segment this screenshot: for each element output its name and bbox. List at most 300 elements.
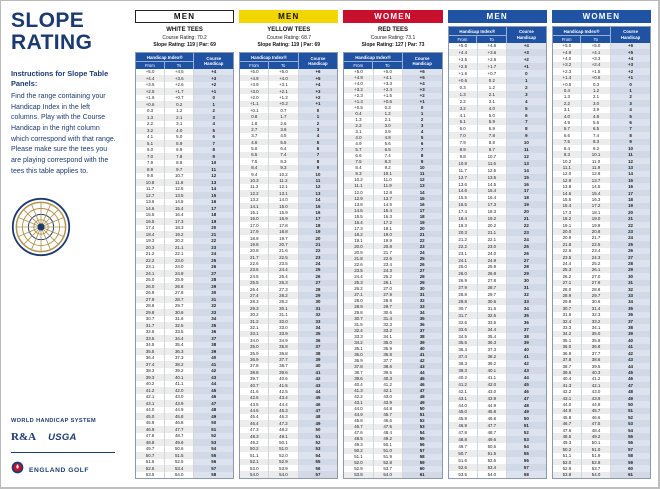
hi-from-cell: 33.3 — [344, 333, 373, 339]
course-handicap-cell: 41 — [194, 361, 233, 368]
course-handicap-cell: 3 — [507, 91, 546, 98]
hi-from-cell: 33.6 — [136, 335, 165, 342]
course-handicap-cell: 40 — [403, 345, 442, 351]
hi-from-cell: 2.2 — [136, 121, 165, 128]
hi-to-cell: 27.9 — [374, 291, 403, 297]
course-handicap-cell: 28 — [611, 260, 650, 266]
course-handicap-cell: 19 — [611, 203, 650, 209]
course-handicap-cell: 31 — [611, 280, 650, 286]
panel-gender-band: MEN — [135, 10, 234, 23]
slope-panel — [135, 10, 234, 479]
hi-to-cell: 41.1 — [478, 374, 507, 381]
hi-to-cell: 25.2 — [374, 273, 403, 279]
hi-from-cell: 45.8 — [344, 418, 373, 424]
hi-from-cell: 37.8 — [553, 356, 582, 362]
hi-to-cell: 7.8 — [165, 153, 194, 160]
course-handicap-cell: 42 — [299, 375, 338, 381]
hi-to-cell: +1.7 — [165, 88, 194, 95]
usga-logo: USGA — [48, 432, 77, 443]
table-row — [449, 215, 546, 222]
hi-to-cell: 19.9 — [582, 222, 611, 228]
hi-from-cell: 49.2 — [240, 439, 269, 445]
course-handicap-cell: 56 — [299, 465, 338, 471]
hi-from-cell: 18.2 — [344, 231, 373, 237]
hi-to-cell: 43.0 — [478, 388, 507, 395]
course-handicap-cell: 8 — [611, 132, 650, 138]
hi-to-cell: 20.2 — [478, 222, 507, 229]
table-row — [449, 243, 546, 250]
course-handicap-cell: 22 — [194, 238, 233, 245]
hi-to-cell: 49.6 — [478, 436, 507, 443]
hi-from-cell: 12.7 — [449, 174, 478, 181]
table-row — [449, 450, 546, 457]
hi-from-cell: 43.1 — [136, 400, 165, 407]
hi-from-cell: 41.2 — [136, 387, 165, 394]
hi-to-cell: +3.3 — [582, 55, 611, 61]
hi-to-cell: 46.3 — [269, 414, 298, 420]
hi-to-cell: 40.1 — [478, 367, 507, 374]
hi-to-cell: 6.5 — [582, 126, 611, 132]
course-handicap-cell: 57 — [299, 471, 338, 477]
panel-gender-band: MEN — [239, 10, 338, 23]
table-row — [553, 472, 650, 478]
hi-to-cell: +1.5 — [582, 68, 611, 74]
course-handicap-cell: 25 — [507, 243, 546, 250]
course-handicap-cell: 48 — [611, 388, 650, 394]
hi-to-cell: 46.6 — [374, 418, 403, 424]
hi-to-cell: 31.6 — [165, 316, 194, 323]
course-handicap-cell: 2 — [194, 108, 233, 115]
hi-to-cell: 19.0 — [582, 215, 611, 221]
hi-to-cell: 24.9 — [165, 270, 194, 277]
table-row — [449, 174, 546, 181]
hi-to-cell: 14.5 — [165, 199, 194, 206]
hi-from-cell: 4.1 — [136, 134, 165, 141]
hi-to-cell: +5.0 — [582, 43, 611, 49]
course-handicap-cell: 3 — [611, 100, 650, 106]
hi-to-cell: 25.9 — [165, 277, 194, 284]
course-handicap-cell: 6 — [299, 145, 338, 151]
hi-to-cell: 47.7 — [478, 422, 507, 429]
hi-from-cell: 45.9 — [136, 420, 165, 427]
hi-from-cell: 11.1 — [344, 183, 373, 189]
hi-to-cell: 39.2 — [165, 368, 194, 375]
hi-from-cell: 16.5 — [136, 218, 165, 225]
hi-to-cell: 3.9 — [582, 107, 611, 113]
hi-from-cell: 17.4 — [136, 225, 165, 232]
hi-from-cell: 38.8 — [240, 369, 269, 375]
course-handicap-cell: 51 — [507, 422, 546, 429]
course-handicap-cell: 61 — [403, 472, 442, 478]
course-handicap-cell: 9 — [507, 132, 546, 139]
course-handicap-cell: 44 — [299, 388, 338, 394]
hi-to-cell: 51.0 — [269, 446, 298, 452]
hi-from-cell: 8.4 — [240, 165, 269, 171]
hi-from-cell: 31.7 — [449, 312, 478, 319]
course-handicap-cell: 8 — [403, 153, 442, 159]
hi-from-cell: 7.9 — [449, 139, 478, 146]
hi-from-cell: 36.0 — [344, 351, 373, 357]
course-handicap-cell: 12 — [299, 184, 338, 190]
hi-from-cell: +0.5 — [553, 81, 582, 87]
course-handicap-cell: 34 — [507, 305, 546, 312]
hi-to-cell: 32.5 — [165, 322, 194, 329]
course-handicap-cell: 18 — [611, 196, 650, 202]
table-row — [449, 70, 546, 77]
hi-from-cell: 37.4 — [449, 353, 478, 360]
course-handicap-cell: 16 — [507, 181, 546, 188]
course-handicap-cell: 47 — [507, 395, 546, 402]
hi-from-cell: 24.4 — [344, 273, 373, 279]
hi-from-cell: 52.0 — [344, 460, 373, 466]
course-handicap-cell: 19 — [507, 201, 546, 208]
hi-from-cell: 37.8 — [240, 363, 269, 369]
table-row — [449, 429, 546, 436]
hi-from-cell: 45.4 — [240, 414, 269, 420]
hi-from-cell: +1.4 — [344, 99, 373, 105]
course-handicap-cell: 26 — [299, 273, 338, 279]
course-handicap-cell: 4 — [611, 107, 650, 113]
hi-from-cell: 34.2 — [553, 331, 582, 337]
course-handicap-cell: 36 — [507, 319, 546, 326]
course-handicap-cell: 38 — [299, 350, 338, 356]
hi-to-cell: 35.4 — [165, 342, 194, 349]
hi-to-cell: 27.3 — [269, 286, 298, 292]
hi-from-cell: 29.8 — [136, 309, 165, 316]
course-handicap-cell: 42 — [403, 357, 442, 363]
hi-to-cell: 15.4 — [165, 205, 194, 212]
hi-to-cell: 42.1 — [582, 382, 611, 388]
course-handicap-cell: 57 — [611, 446, 650, 452]
course-handicap-cell: 9 — [403, 159, 442, 165]
course-handicap-cell: +2 — [403, 93, 442, 99]
course-handicap-cell: 29 — [611, 267, 650, 273]
hi-to-cell: 21.7 — [582, 235, 611, 241]
hi-from-cell: 47.6 — [553, 427, 582, 433]
hi-from-cell: 48.5 — [344, 436, 373, 442]
hi-to-cell: 48.4 — [374, 430, 403, 436]
hi-from-cell: 18.4 — [449, 215, 478, 222]
course-handicap-cell: 41 — [403, 351, 442, 357]
hi-to-cell: 51.0 — [374, 448, 403, 454]
course-handicap-cell: +6 — [299, 69, 338, 75]
hi-from-cell: 49.3 — [344, 442, 373, 448]
course-handicap-cell: 50 — [403, 406, 442, 412]
hi-to-cell: 15.4 — [478, 188, 507, 195]
hi-to-cell: 44.8 — [374, 406, 403, 412]
hi-to-cell: 6.9 — [478, 125, 507, 132]
hi-to-cell: 5.0 — [165, 134, 194, 141]
hi-from-cell: 40.4 — [553, 376, 582, 382]
course-handicap-cell: 28 — [403, 273, 442, 279]
table-row — [449, 153, 546, 160]
course-handicap-cell: 42 — [507, 360, 546, 367]
course-handicap-cell: 5 — [299, 139, 338, 145]
hi-from-cell: +3.2 — [553, 62, 582, 68]
course-handicap-cell: 38 — [403, 333, 442, 339]
hi-from-cell: 44.0 — [449, 402, 478, 409]
hi-from-cell: 47.8 — [449, 429, 478, 436]
hi-to-cell: 22.5 — [582, 241, 611, 247]
hi-to-cell: 49.2 — [582, 433, 611, 439]
hi-from-cell: 26.9 — [136, 290, 165, 297]
hi-to-cell: 45.8 — [478, 409, 507, 416]
hi-from-cell: 10.8 — [449, 160, 478, 167]
hi-to-cell: 45.7 — [582, 408, 611, 414]
hi-to-cell: +4.0 — [269, 75, 298, 81]
course-handicap-cell: 23 — [194, 244, 233, 251]
hi-to-cell: +3.3 — [374, 81, 403, 87]
hi-to-cell: 13.1 — [269, 190, 298, 196]
hi-to-cell: 4.0 — [165, 127, 194, 134]
course-handicap-cell: 26 — [403, 261, 442, 267]
hi-from-cell: 52.0 — [553, 459, 582, 465]
table-row — [449, 326, 546, 333]
hi-from-cell: 20.9 — [553, 235, 582, 241]
hi-from-cell: 51.6 — [449, 457, 478, 464]
course-handicap-cell: 3 — [299, 126, 338, 132]
course-handicap-cell: 47 — [194, 400, 233, 407]
hi-from-cell: 43.5 — [240, 401, 269, 407]
hi-to-cell: 43.0 — [582, 388, 611, 394]
hi-from-cell: 44.9 — [553, 408, 582, 414]
hi-from-cell: 11.7 — [449, 167, 478, 174]
course-handicap-cell: 25 — [403, 255, 442, 261]
hi-to-cell: 50.1 — [582, 440, 611, 446]
hi-from-cell: +5.0 — [449, 43, 478, 50]
course-handicap-cell: 29 — [507, 270, 546, 277]
course-handicap-cell: 19 — [299, 228, 338, 234]
course-handicap-cell: 26 — [611, 248, 650, 254]
hi-from-cell: 12.9 — [344, 195, 373, 201]
course-handicap-cell: 57 — [194, 465, 233, 472]
hi-to-cell: 54.0 — [374, 472, 403, 478]
hi-to-cell: 36.8 — [582, 344, 611, 350]
hi-to-cell: 50.6 — [165, 446, 194, 453]
course-handicap-cell: 51 — [194, 426, 233, 433]
hi-from-cell: 32.6 — [449, 319, 478, 326]
hi-from-cell: 27.1 — [553, 280, 582, 286]
hi-to-cell: 21.7 — [374, 249, 403, 255]
course-handicap-cell: 27 — [194, 270, 233, 277]
course-handicap-cell: +4 — [403, 81, 442, 87]
course-handicap-cell: 53 — [194, 439, 233, 446]
hi-to-cell: 45.3 — [269, 407, 298, 413]
course-handicap-cell: 33 — [194, 309, 233, 316]
from-header: From — [240, 62, 269, 69]
course-handicap-header: Course Handicap — [620, 29, 641, 40]
hi-to-cell: 35.9 — [582, 337, 611, 343]
to-header: To — [280, 62, 286, 68]
course-handicap-cell: 10 — [299, 171, 338, 177]
hi-to-cell: 51.9 — [374, 454, 403, 460]
course-handicap-cell: 49 — [507, 409, 546, 416]
course-handicap-cell: 52 — [299, 439, 338, 445]
course-handicap-cell: 5 — [507, 105, 546, 112]
hi-from-cell: 45.0 — [136, 413, 165, 420]
hi-from-cell: 36.4 — [136, 355, 165, 362]
course-handicap-cell: 52 — [194, 433, 233, 440]
hi-from-cell: 28.8 — [136, 303, 165, 310]
hi-to-cell: 36.8 — [269, 350, 298, 356]
course-handicap-cell: 30 — [403, 285, 442, 291]
hi-from-cell: 53.0 — [240, 465, 269, 471]
course-handicap-cell: 59 — [611, 459, 650, 465]
course-handicap-cell: 14 — [403, 189, 442, 195]
table-row — [449, 43, 546, 50]
course-handicap-cell: 44 — [507, 374, 546, 381]
hi-from-cell: 53.5 — [136, 472, 165, 479]
panel-tee-name: YELLOW TEES — [267, 27, 311, 33]
hi-to-cell: 6.9 — [165, 147, 194, 154]
hi-from-cell: 16.5 — [449, 201, 478, 208]
course-handicap-cell: 36 — [611, 312, 650, 318]
hi-to-cell: 38.6 — [374, 363, 403, 369]
hi-from-cell: 25.0 — [449, 264, 478, 271]
hi-to-cell: 9.7 — [478, 146, 507, 153]
hi-to-cell: 2.1 — [374, 117, 403, 123]
hi-from-cell: 34.5 — [449, 333, 478, 340]
hi-from-cell: 15.5 — [136, 212, 165, 219]
hi-from-cell: +0.6 — [449, 77, 478, 84]
hi-from-cell: 9.3 — [344, 171, 373, 177]
hi-from-cell: +5.0 — [136, 69, 165, 76]
hi-from-cell: 25.3 — [553, 267, 582, 273]
hi-to-cell: 38.2 — [165, 361, 194, 368]
course-handicap-cell: 32 — [611, 286, 650, 292]
hi-to-cell: +5.0 — [374, 69, 403, 75]
table-row — [449, 443, 546, 450]
to-header: To — [489, 36, 494, 42]
hi-from-cell: 6.0 — [449, 125, 478, 132]
course-handicap-cell: +3 — [403, 87, 442, 93]
hi-to-cell: 0.2 — [478, 77, 507, 84]
hi-from-cell: 28.0 — [553, 286, 582, 292]
hi-from-cell: 24.4 — [553, 260, 582, 266]
table-row — [449, 402, 546, 409]
hi-from-cell: 9.4 — [240, 171, 269, 177]
table-row — [449, 471, 546, 478]
hi-to-cell: 14.0 — [269, 197, 298, 203]
table-row — [449, 436, 546, 443]
course-handicap-cell: 24 — [403, 249, 442, 255]
panel-table-body — [449, 43, 546, 479]
hi-from-cell: 17.4 — [449, 208, 478, 215]
course-handicap-header: Course Handicap — [204, 55, 224, 66]
hi-from-cell: 30.7 — [449, 305, 478, 312]
handicap-index-header: Handicap Index® — [553, 27, 610, 36]
course-handicap-cell: 52 — [403, 418, 442, 424]
course-handicap-cell: 11 — [611, 151, 650, 157]
hi-to-cell: 38.2 — [478, 353, 507, 360]
hi-from-cell: 16.4 — [344, 219, 373, 225]
hi-to-cell: 16.3 — [374, 213, 403, 219]
hi-from-cell: 50.2 — [240, 446, 269, 452]
course-handicap-cell: 53 — [507, 436, 546, 443]
course-handicap-cell: 44 — [403, 369, 442, 375]
course-handicap-cell: 46 — [611, 376, 650, 382]
hi-from-cell: 22.6 — [344, 261, 373, 267]
hi-from-cell: 25.0 — [136, 277, 165, 284]
table-row — [449, 118, 546, 125]
hi-to-cell: 29.2 — [269, 299, 298, 305]
hi-to-cell: +4.1 — [582, 49, 611, 55]
hi-to-cell: 16.4 — [165, 212, 194, 219]
hi-to-cell: 13.5 — [165, 192, 194, 199]
table-row — [449, 132, 546, 139]
hi-from-cell: 32.4 — [553, 318, 582, 324]
course-handicap-cell: 60 — [611, 465, 650, 471]
hi-to-cell: 53.4 — [165, 465, 194, 472]
course-handicap-cell: 56 — [507, 457, 546, 464]
hi-from-cell: 26.0 — [136, 283, 165, 290]
hi-to-cell: 15.4 — [582, 190, 611, 196]
course-handicap-cell: 37 — [299, 343, 338, 349]
course-handicap-cell: 46 — [194, 394, 233, 401]
course-handicap-cell: 56 — [611, 440, 650, 446]
hi-to-cell: 52.8 — [374, 460, 403, 466]
hi-to-cell: 54.0 — [165, 472, 194, 479]
hi-from-cell: 10.8 — [136, 179, 165, 186]
course-handicap-cell: +6 — [611, 43, 650, 49]
hi-from-cell: 5.1 — [449, 118, 478, 125]
hi-from-cell: 31.5 — [553, 312, 582, 318]
hi-to-cell: 7.4 — [374, 153, 403, 159]
course-handicap-cell: 25 — [299, 267, 338, 273]
hi-from-cell: 15.5 — [449, 194, 478, 201]
hi-from-cell: 6.6 — [553, 132, 582, 138]
course-handicap-cell: 30 — [194, 290, 233, 297]
course-handicap-cell: 29 — [299, 292, 338, 298]
course-handicap-cell: +5 — [403, 75, 442, 81]
hi-from-cell: 17.0 — [240, 222, 269, 228]
hi-to-cell: 36.3 — [165, 348, 194, 355]
hi-from-cell: 25.5 — [240, 280, 269, 286]
hi-from-cell: 22.2 — [449, 243, 478, 250]
table-row — [136, 472, 233, 479]
course-handicap-cell: +4 — [194, 69, 233, 76]
slope-panel — [552, 10, 651, 479]
course-handicap-cell: 1 — [507, 77, 546, 84]
hi-to-cell: 10.7 — [478, 153, 507, 160]
hi-from-cell: +1.6 — [449, 70, 478, 77]
hi-from-cell: 26.9 — [449, 277, 478, 284]
hi-from-cell: 22.2 — [136, 257, 165, 264]
course-handicap-cell: 18 — [403, 213, 442, 219]
table-row — [449, 236, 546, 243]
hi-from-cell: +4.9 — [240, 75, 269, 81]
course-handicap-cell: +4 — [611, 55, 650, 61]
hi-from-cell: 35.5 — [449, 339, 478, 346]
panel-tee-name: RED TEES — [378, 27, 409, 33]
hi-from-cell: 28.3 — [240, 299, 269, 305]
course-handicap-cell: 10 — [194, 160, 233, 167]
course-handicap-cell: 7 — [611, 126, 650, 132]
course-handicap-cell: 3 — [403, 123, 442, 129]
course-handicap-cell: +1 — [194, 88, 233, 95]
hi-from-cell: +0.5 — [344, 105, 373, 111]
course-handicap-cell: 4 — [403, 129, 442, 135]
hi-from-cell: 40.4 — [344, 382, 373, 388]
hi-to-cell: 33.5 — [478, 319, 507, 326]
slope-table-header — [136, 53, 233, 69]
slope-panel — [448, 10, 547, 479]
hi-from-cell: 2.2 — [553, 100, 582, 106]
slope-table — [552, 26, 651, 479]
hi-from-cell: 7.9 — [136, 160, 165, 167]
hi-to-cell: 40.1 — [165, 374, 194, 381]
hi-from-cell: 12.9 — [553, 177, 582, 183]
